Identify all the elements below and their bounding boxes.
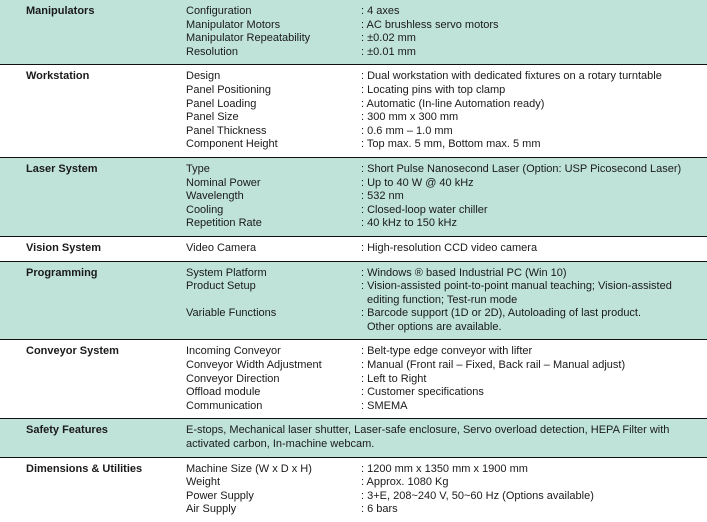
parameter-value: : Short Pulse Nanosecond Laser (Option: USP Picosecond Laser) xyxy=(361,162,682,175)
parameter-value: : 532 nm xyxy=(361,190,404,203)
category-label: Programming xyxy=(0,261,186,340)
section-vision-system xyxy=(0,236,707,261)
parameter-list xyxy=(186,457,361,522)
parameter-label: Panel Thickness xyxy=(186,124,267,137)
parameter-label: Communication xyxy=(186,399,263,412)
value-list xyxy=(361,340,707,419)
parameter-value: : Windows ® based Industrial PC (Win 10) xyxy=(361,266,567,279)
value-list xyxy=(361,236,707,261)
value-list xyxy=(361,0,707,65)
category-label: Vision System xyxy=(0,236,186,261)
parameter-value: : Dual workstation with dedicated fixtures on a rotary turntable xyxy=(361,70,662,83)
parameter-value: : 0.6 mm – 1.0 mm xyxy=(361,124,453,137)
parameter-value: : Vision-assisted point-to-point manual teaching; Vision-assisted xyxy=(361,280,672,293)
parameter-label: Design xyxy=(186,70,221,83)
value-list xyxy=(361,157,707,236)
category-label: Safety Features xyxy=(0,419,186,457)
parameter-value: : Customer specifications xyxy=(361,386,484,399)
parameter-value: : Left to Right xyxy=(361,372,427,385)
parameter-value: : Up to 40 W @ 40 kHz xyxy=(361,176,474,189)
parameter-list xyxy=(186,340,361,419)
parameter-label: Conveyor Direction xyxy=(186,372,280,385)
value-list xyxy=(361,457,707,522)
parameter-label: Offload module xyxy=(186,386,261,399)
parameter-value: : AC brushless servo motors xyxy=(361,18,499,31)
parameter-label: Manipulator Repeatability xyxy=(186,32,311,45)
safety-features-text: E-stops, Mechanical laser shutter, Laser-safe enclosure, Servo overload detection, HEPA Filter with activated carbon, In-machine webcam. xyxy=(186,419,707,457)
parameter-value: : 40 kHz to 150 kHz xyxy=(361,217,457,230)
parameter-label: Video Camera xyxy=(186,241,257,254)
parameter-label: Variable Functions xyxy=(186,307,277,320)
parameter-label: Component Height xyxy=(186,138,278,151)
parameter-value: : Barcode support (1D or 2D), Autoloading of last product. xyxy=(361,307,642,320)
parameter-value: editing function; Test-run mode xyxy=(367,293,518,306)
parameter-value: Other options are available. xyxy=(367,320,502,333)
parameter-label: Air Supply xyxy=(186,503,237,516)
parameter-value: : 6 bars xyxy=(361,503,398,516)
parameter-label: System Platform xyxy=(186,266,267,279)
parameter-list xyxy=(186,157,361,236)
parameter-label: Type xyxy=(186,162,210,175)
section-conveyor-system xyxy=(0,340,707,419)
parameter-value: : Closed-loop water chiller xyxy=(361,203,488,216)
parameter-label xyxy=(186,321,361,335)
parameter-value: : 1200 mm x 1350 mm x 1900 mm xyxy=(361,462,528,475)
section-laser-system xyxy=(0,157,707,236)
parameter-value: : Approx. 1080 Kg xyxy=(361,476,449,489)
parameter-list xyxy=(186,65,361,158)
section-manipulators xyxy=(0,0,707,65)
parameter-value: : Automatic (In-line Automation ready) xyxy=(361,97,545,110)
category-label: Workstation xyxy=(0,65,186,158)
parameter-label: Weight xyxy=(186,476,221,489)
category-label: Laser System xyxy=(0,157,186,236)
parameter-value: : ±0.01 mm xyxy=(361,45,416,58)
parameter-label: Panel Size xyxy=(186,111,239,124)
parameter-value: : Top max. 5 mm, Bottom max. 5 mm xyxy=(361,138,541,151)
section-workstation xyxy=(0,65,707,158)
parameter-list xyxy=(186,261,361,340)
parameter-value: : 300 mm x 300 mm xyxy=(361,111,459,124)
parameter-value: : ±0.02 mm xyxy=(361,32,416,45)
value-list xyxy=(361,261,707,340)
section-dimensions-utilities xyxy=(0,457,707,522)
section-safety-features xyxy=(0,419,707,457)
parameter-label: Panel Loading xyxy=(186,97,257,110)
parameter-label: Conveyor Width Adjustment xyxy=(186,359,322,372)
parameter-label: Panel Positioning xyxy=(186,83,272,96)
parameter-list xyxy=(186,236,361,261)
category-label: Conveyor System xyxy=(0,340,186,419)
parameter-value: : Manual (Front rail – Fixed, Back rail – Manual adjust) xyxy=(361,359,626,372)
category-label: Dimensions & Utilities xyxy=(0,457,186,522)
parameter-label: Machine Size (W x D x H) xyxy=(186,462,312,475)
parameter-list xyxy=(186,0,361,65)
parameter-value: : 4 axes xyxy=(361,5,400,17)
parameter-label: Cooling xyxy=(186,203,224,216)
value-list xyxy=(361,65,707,158)
parameter-label: Configuration xyxy=(186,5,252,17)
parameter-label: Repetition Rate xyxy=(186,217,262,230)
parameter-label xyxy=(186,294,361,308)
parameter-value: : High-resolution CCD video camera xyxy=(361,241,538,254)
parameter-label: Power Supply xyxy=(186,489,254,502)
category-label: Manipulators xyxy=(0,0,186,65)
parameter-label: Incoming Conveyor xyxy=(186,345,281,358)
parameter-label: Product Setup xyxy=(186,280,256,293)
parameter-label: Manipulator Motors xyxy=(186,18,281,31)
parameter-value: : Locating pins with top clamp xyxy=(361,83,506,96)
parameter-value: : Belt-type edge conveyor with lifter xyxy=(361,345,533,358)
parameter-value: : 3+E, 208~240 V, 50~60 Hz (Options available) xyxy=(361,489,594,502)
parameter-label: Wavelength xyxy=(186,190,244,203)
parameter-value: : SMEMA xyxy=(361,399,408,412)
parameter-label: Nominal Power xyxy=(186,176,261,189)
section-programming xyxy=(0,261,707,340)
parameter-label: Resolution xyxy=(186,45,238,58)
